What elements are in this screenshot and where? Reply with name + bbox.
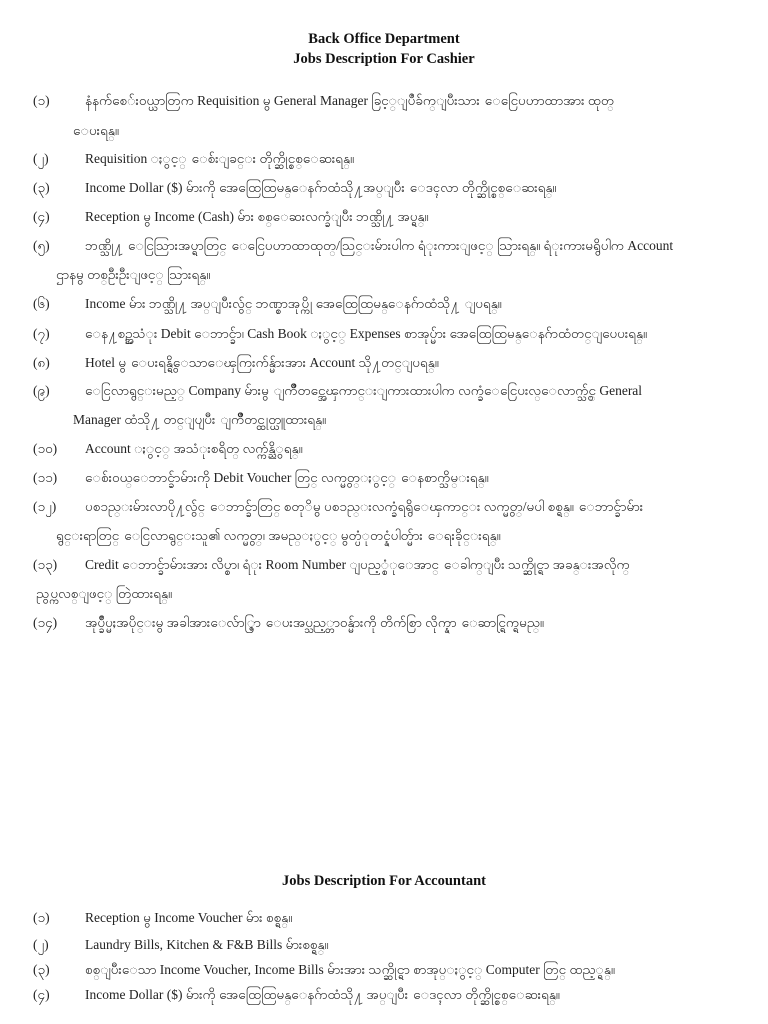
duty-number: (၅)	[33, 238, 50, 253]
duty-text: ညွပ္ကလစ္ျဖင့္ တြဲထားရန္။	[36, 586, 173, 601]
duty-text: ေစ်းဝယ္ေဘာင္ခ်ာမ်ားကို Debit Voucher တြင္ လက္မွတ္ႏွင့္ ေနစာက္သိမ္းရန္။	[85, 470, 489, 485]
duty-number: (၈)	[33, 355, 50, 370]
cashier-section-title: Jobs Description For Cashier	[293, 51, 475, 67]
duty-number: (၂)	[33, 151, 49, 166]
duty-text: ေငြလာရွင္းမည့္ Company မ်ားမွ ျကိဳတင္အေၾကာင္းျကားထားပါက လက္ခံေငြေပးလ္ေလာက္သွ်င္ General	[85, 383, 643, 398]
duty-number: (၉)	[33, 383, 50, 398]
duty-text: Reception မွ Income (Cash) မ်ား စစ္ေဆးလက္ခံျပီး ဘဏ္သို႔ အပ္ရန္။	[85, 209, 429, 224]
duty-text: Income Dollar ($) မ်ားကို အေထြေထြမန္ေနဂ်ာထံသို႔အပ္ျပီး ေဒၚလာ တိုက္ဆိုင္စစ္ေဆးရန္။	[85, 180, 557, 195]
duty-text: စစ္ျပီးေသာ Income Voucher, Income Bills မ်ားအား သက္ဆိုင္ရာ စာအုပ္ႏွင့္ Computer တြင္ ထည့္ရန္။	[85, 962, 615, 977]
duty-number: (၄)	[33, 209, 50, 224]
duty-number: (၁၂)	[33, 499, 57, 514]
duty-number: (၁၃)	[33, 557, 58, 572]
duty-number: (၃)	[33, 180, 50, 195]
duty-text: Reception မွ Income Voucher မ်ား စစ္ရန္။	[85, 910, 293, 925]
accountant-section-title: Jobs Description For Accountant	[282, 873, 486, 889]
duty-number: (၁)	[33, 910, 50, 925]
duty-text: Income မ်ား ဘဏ္သို႔ အပ္ျပီးလွ်င္ ဘဏ္စာအုပ္ကို အေထြေထြမန္ေနဂ်ာထံသို႔ ျပရန္။	[85, 296, 502, 311]
duty-text: Hotel မွ ေပးရန္ရွိေသာေၾကြးက်န္မ်ားအား Account သို႔တင္ျပရန္။	[85, 355, 439, 370]
duty-text: အုပ္ခ်ဳပ္မႈအပိုင္းမွ အခါအားေလ်ာ္စြာ ေပးအပ္သည့္တာဝန္မ်ားကို တိက်စြာ လိုက္နာ ေဆာင္ရြက္ရမည္။	[85, 615, 544, 630]
duty-text: Requisition ႏွင့္ ေစ်းျခင္း တိုက္ဆိုင္စစ္ေဆးရန္။	[85, 151, 355, 166]
duty-text: ပစၥည္းမ်ားလာပို႔လွ်င္ ေဘာင္ခ်ာတြင္ စတုိမွ ပစၥည္းလက္ခံရရွိေၾကာင္း လက္မွတ္/မပါ စစ္ရန္။ ေဘာင္ခ်ာမ်ား	[85, 499, 644, 514]
duty-number: (၃)	[33, 962, 50, 977]
duty-text: ဌာနမွ တစ္ဦးဦးျဖင့္ သြားရန္။	[56, 267, 211, 282]
duty-text: Manager ထံသို႔ တင္ျပျပီး ျကိဳတင္ထုတ္ယူထားရန္။	[73, 412, 327, 427]
duty-text: ေပးရန္။	[73, 123, 119, 138]
duty-text: Credit ေဘာင္ခ်ာမ်ားအား လိပ္စာ၊ ရံုး Room Number ျပည့္စံုေအာင္ ေခါက္ျပီး သက္ဆိုင္ရာ အခန္းအလိုက္	[85, 557, 630, 572]
duty-text: Income Dollar ($) မ်ားကို အေထြေထြမန္ေနဂ်ာထံသို႔ အပ္ျပီး ေဒၚလာ တိုက္ဆိုင္စစ္ေဆးရန္။	[85, 987, 560, 1002]
duty-number: (၂)	[33, 937, 49, 952]
duty-number: (၄)	[33, 987, 50, 1002]
duty-text: ဘဏ္သို႔ ေငြသြားအပ္ရာတြင္ ေငြေပဟာထာထုတ္/သြင္းမ်ားပါက ရံုးကားျဖင့္ သြားရန္။ ရံုးကားမရွိပါက Account	[85, 238, 674, 253]
department-title: Back Office Department	[308, 31, 460, 47]
duty-number: (၆)	[33, 296, 50, 311]
duty-text: နံနက်စေ်းဝယ္ယာတြက Requisition မွ General Manager ခြင့္ျပဳခ်က္ျပီးသား ေငြေပဟာ​ထာအား ထုတ္	[85, 93, 615, 108]
duty-number: (၁)	[33, 93, 50, 108]
duty-text: Laundry Bills, Kitchen & F&B Bills မ်ားစစ္ရန္။	[85, 937, 329, 952]
duty-number: (၁၀)	[33, 441, 58, 456]
duty-number: (၁၄)	[33, 615, 58, 630]
duty-text: ေန႔စဥ္အသံုး Debit ေဘာင္ခ်ာ၊ Cash Book ႏွင့္ Expenses စာအုပ္မ်ား အေထြေထြမန္ေနဂ်ာထံတင္ျပေပးရန္။	[85, 326, 648, 341]
duty-text: ရွင္းရာတြင္ ေငြလာရွင္းသူ၏ လက္မွတ္၊ အမည္ႏွင့္ မွတ္ပံုတင္နံပါတ္မ်ား ေရးခိုင္းရန္။	[56, 528, 501, 543]
duty-number: (၁၁)	[33, 470, 58, 485]
duty-text: Account ႏွင့္ အသံုးစရိတ္ လက္က်န္ညိွရန္။	[85, 441, 303, 456]
duty-number: (၇)	[33, 326, 50, 341]
